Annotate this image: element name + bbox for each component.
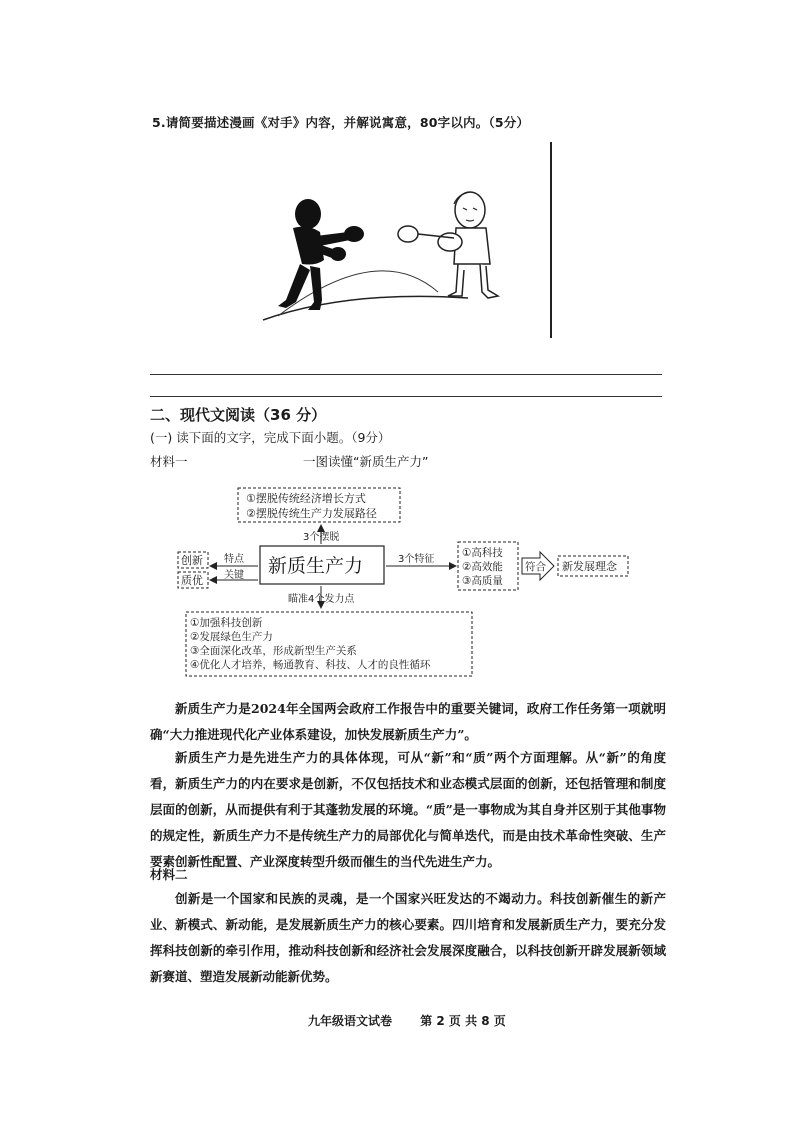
section-title: 二、现代文阅读（36 分） — [150, 406, 327, 424]
page-footer — [308, 1012, 530, 1029]
feature-1: ①高科技 — [462, 547, 503, 559]
top-box-line-2: ②摆脱传统生产力发展路径 — [246, 507, 377, 520]
page-number: 第 2 页 共 8 页 — [420, 1014, 506, 1028]
center-label: 新质生产力 — [268, 555, 364, 577]
feature-2: ②高效能 — [462, 561, 503, 573]
material-2-label: 材料二 — [150, 867, 188, 882]
boxing-cartoon-illustration — [258, 180, 528, 325]
material-1-paragraph-1: 新质生产力是2024年全国两会政府工作报告中的重要关键词，政府工作任务第一项就明确“大力推进现代化产业体系建设，加快发展新质生产力”。 — [150, 701, 666, 742]
feature-3: ③高质量 — [462, 575, 503, 587]
new-quality-productivity-diagram — [170, 480, 640, 680]
left-bottom-box-text: 质优 — [181, 574, 203, 587]
bottom-box-line-3: ③全面深化改革，形成新型生产关系 — [190, 645, 357, 657]
concept-label: 新发展理念 — [562, 560, 617, 573]
material-1-label: 材料一 — [150, 454, 188, 469]
left-top-box-text: 创新 — [181, 554, 203, 567]
material-2-paragraph: 创新是一个国家和民族的灵魂，是一个国家兴旺发达的不竭动力。科技创新催生的新产业、新模式、新动能，是发展新质生产力的核心要素。四川培育和发展新质生产力，要充分发挥科技创新的牵引作用，推动科技创新和经济社会发展深度融合，以科技创新开辟发展新领域新赛道、塑造发展新动能新优势。 — [150, 891, 666, 984]
subsection-title: (一) 读下面的文字，完成下面小题。（9分） — [150, 430, 391, 445]
top-arrow-label: 3个摆脱 — [303, 532, 340, 543]
answer-area-divider — [550, 142, 552, 338]
bottom-arrow-label: 瞄准4个发力点 — [288, 594, 355, 605]
conform-label: 符合 — [525, 561, 546, 573]
exam-name: 九年级语文试卷 — [308, 1014, 393, 1028]
diagram-title: 一图读懂“新质生产力” — [303, 454, 429, 469]
bottom-box-line-1: ①加强科技创新 — [190, 617, 263, 629]
top-box-line-1: ①摆脱传统经济增长方式 — [246, 492, 366, 505]
answer-line-1 — [150, 374, 662, 375]
bottom-box-line-4: ④优化人才培养，畅通教育、科技、人才的良性循环 — [190, 659, 431, 671]
bottom-box-line-2: ②发展绿色生产力 — [190, 631, 273, 643]
right-arrow-label: 3个特征 — [398, 554, 435, 565]
left-top-label: 特点 — [224, 554, 244, 565]
answer-line-2 — [150, 396, 662, 397]
material-1-paragraph-2: 新质生产力是先进生产力的具体体现，可从“新”和“质”两个方面理解。从“新”的角度看，新质生产力的内在要求是创新，不仅包括技术和业态模式层面的创新，还包括管理和制度层面的创新，从而提供有利于其蓬勃发展的环境。“质”是一事物成为其自身并区别于其他事物的规定性，新质生产力不是传统生产力的局部优化与简单迭代，而是由技术革命性突破、生产要素创新性配置、产业深度转型升级而催生的当代先进生产力。 — [150, 750, 666, 869]
left-bottom-label: 关键 — [224, 570, 244, 581]
question-5: 5.请简要描述漫画《对手》内容，并解说寓意，80字以内。（5分） — [152, 115, 530, 130]
